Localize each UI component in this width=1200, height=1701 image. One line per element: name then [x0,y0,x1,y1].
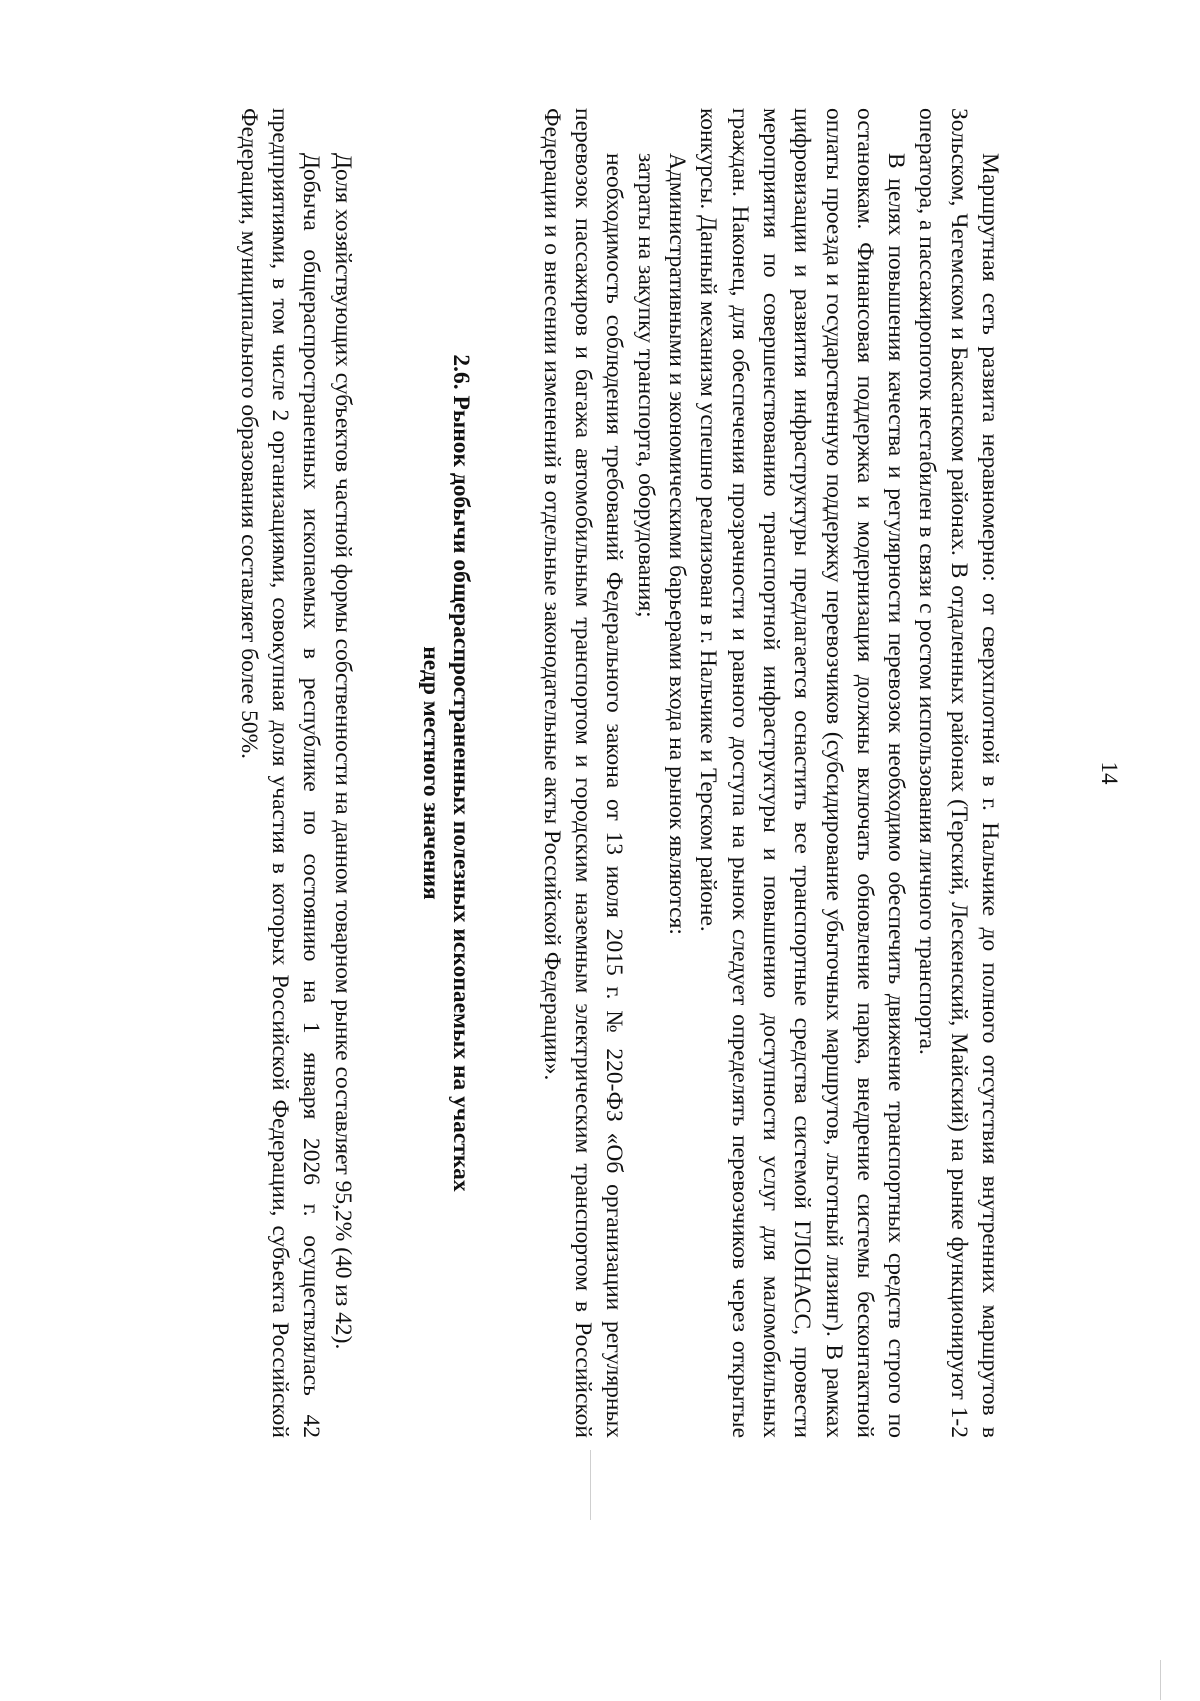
section-heading [416,108,476,1438]
paragraph-barriers-intro: Административными и экономическими барьерами входа на рынок являются: [664,153,691,935]
section-heading-line-1: 2.6. Рынок добычи общераспространенных полезных ископаемых на участках [447,354,474,1192]
list-item-barrier-law: необходимость соблюдения требований Федерального закона от 13 июля 2015 г. № 220-ФЗ «Об организации регулярных перевозок пассажиров и багажа автомобильным транспортом и городским наземным электрическим транспортом в Российской Федерации и о внесении изменений в отдельные законодательные акты Российской Федерации». [538,108,628,1438]
paragraph-quality-measures: В целях повышения качества и регулярности перевозок необходимо обеспечить движение транспортных средств строго по остановкам. Финансовая поддержка и модернизация должны включать обновление парка, внедрение системы бесконтактной оплаты проезда и государственную поддержку перевозчиков (субсидирование убыточных маршрутов, льготный лизинг). В рамках цифровизации и развития инфраструктуры предлагается оснастить все транспортные средства системой ГЛОНАСС, провести мероприятия по совершенствованию транспортной инфраструктуры и повышению доступности услуг для маломобильных граждан. Наконец, для обеспечения прозрачности и равного доступа на рынок следует определять перевозчиков через открытые конкурсы. Данный механизм успешно реализован в г. Нальчике и Терском районе. [695,108,910,1438]
paragraph-mining-enterprises: Добыча общераспространенных ископаемых в республике по состоянию на 1 января 2026 г. осуществлялась 42 предприятиями, в том числе 2 организациями, совокупная доля участия в которых Российской Федерации, субъекта Российской Федерации, муниципального образования составляет более 50%. [235,108,325,1438]
scan-artifact-edge [1160,1660,1161,1700]
page-number: 14 [1097,761,1122,785]
section-heading-line-2: недр местного значения [417,646,444,900]
list-item-barrier-costs: затраты на закупку транспорта, оборудования; [632,153,659,618]
paragraph-private-share: Доля хозяйствующих субъектов частной формы собственности на данном товарном рынке составляет 95,2% (40 из 42). [329,153,356,1350]
scan-artifact-line [590,1450,591,1520]
paragraph-route-network: Маршрутная сеть развита неравномерно: от сверхплотной в г. Нальчике до полного отсутствия внутренних маршрутов в Зольском, Чегемском и Баксанском районах. В отдаленных районах (Терский, Лескенский, Майский) на рынке функционируют 1-2 оператора, а пассажиропоток нестабилен в связи с ростом использования личного транспорта. [914,108,1003,1438]
document-body [155,108,1122,1438]
